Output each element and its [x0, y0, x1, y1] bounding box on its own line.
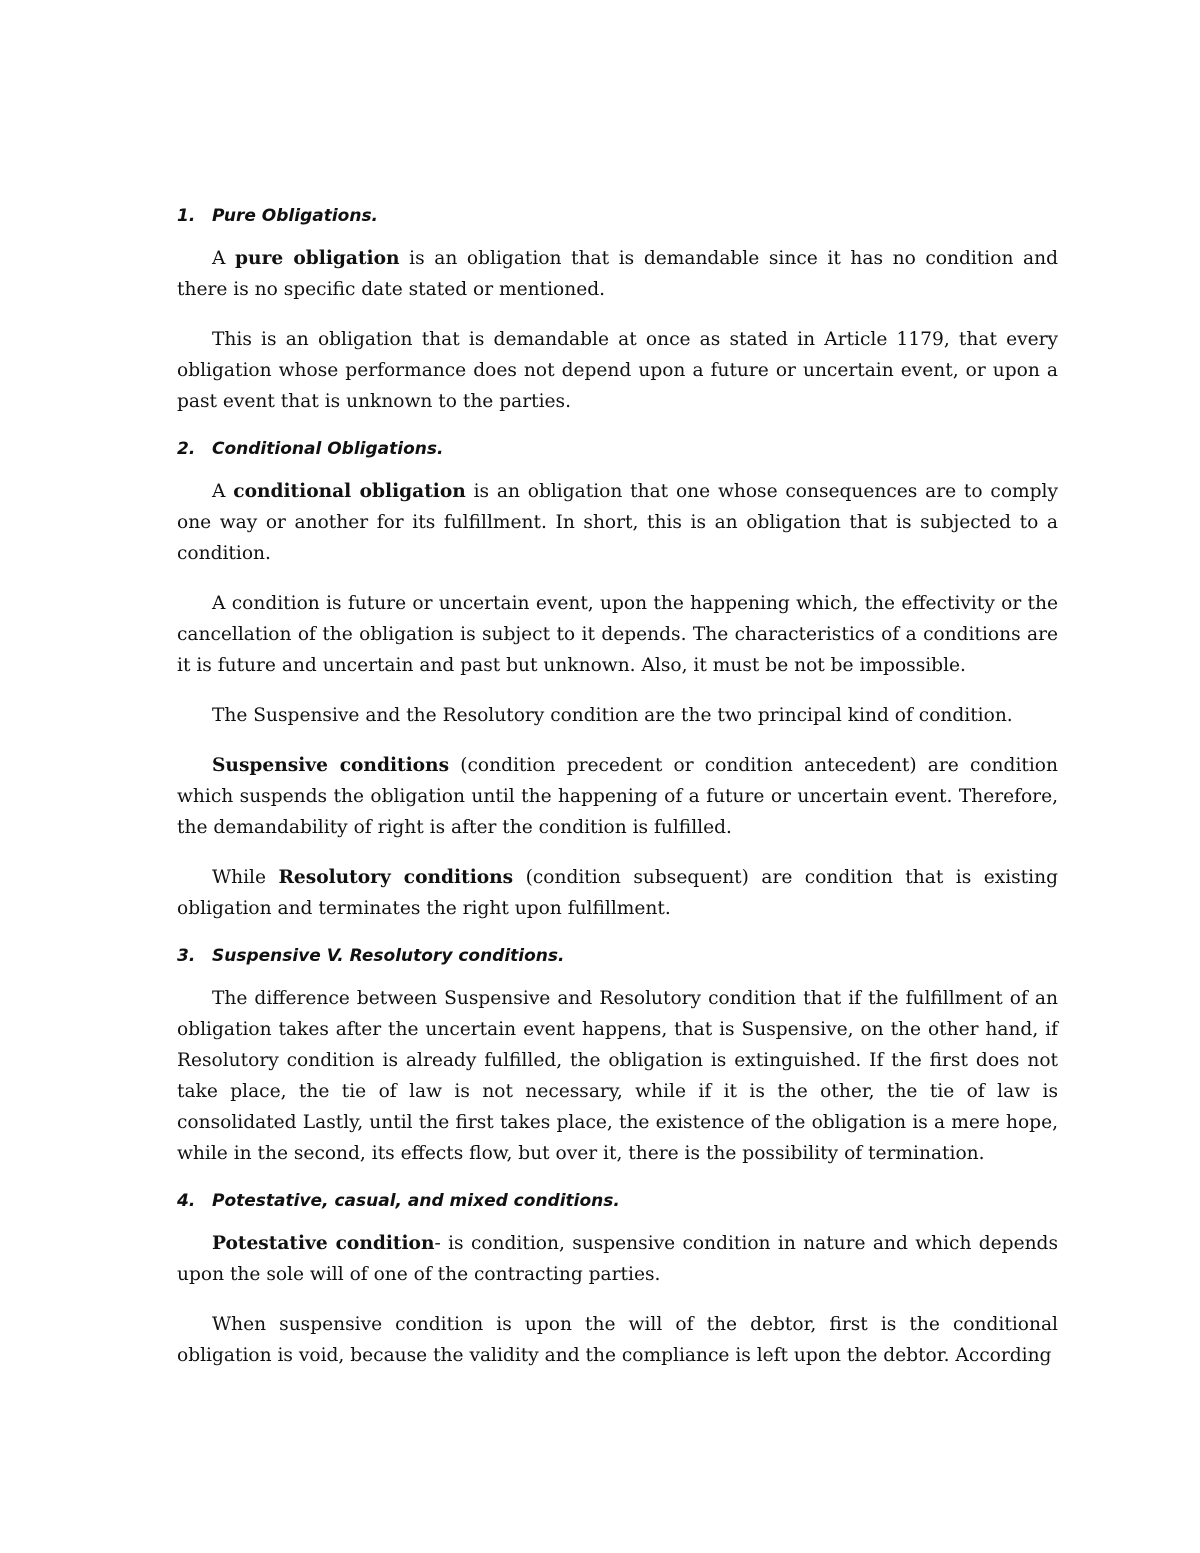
paragraph [177, 750, 1058, 843]
paragraph-text: A condition is future or uncertain event, upon the happening which, the effectivity or the cancellation of the obligation is subject to it depends. The characteristics of a conditions are it is future and uncertain and past but unknown. Also, it must be not be impossible. [177, 593, 1058, 676]
paragraph-bold-term: Suspensive conditions [212, 755, 450, 776]
section-number: 2. [177, 439, 196, 459]
paragraph-text: The difference between Suspensive and Resolutory condition that if the fulfillment of an obligation takes after the uncertain event happens, that is Suspensive, on the other hand, if Resolutory condition is already fulfilled, the obligation is extinguished. If the first does not take place, the tie of law is not necessary, while if it is the other, the tie of law is consolidated Lastly, until the first takes place, the existence of the obligation is a mere hope, while in the second, its effects flow, but over it, there is the possibility of termination. [177, 988, 1058, 1164]
paragraph-text: - is condition, suspensive condition in nature and which depends upon the sole will of one of the contracting parties. [177, 1233, 1058, 1285]
paragraph-lead: A [212, 481, 234, 502]
paragraph [177, 588, 1058, 681]
paragraph-text: This is an obligation that is demandable at once as stated in Article 1179, that every obligation whose performance does not depend upon a future or uncertain event, or upon a past event that is unknown to the parties. [177, 329, 1058, 412]
section-heading [177, 943, 1058, 969]
paragraph [177, 324, 1058, 417]
document-page [177, 203, 1058, 1371]
paragraph-text: is an obligation that one whose consequences are to comply one way or another for its fulfillment. In short, this is an obligation that is subjected to a condition. [177, 481, 1059, 564]
paragraph-lead: While [212, 867, 279, 888]
paragraph-bold-term: conditional obligation [233, 481, 466, 502]
section-potestative-casual-mixed [177, 1188, 1058, 1371]
paragraph-bold-term: pure obligation [235, 248, 400, 269]
section-heading [177, 436, 1058, 462]
paragraph [177, 243, 1058, 305]
paragraph [177, 1309, 1058, 1371]
paragraph-bold-term: Potestative condition [212, 1233, 435, 1254]
paragraph [177, 983, 1058, 1169]
paragraph-lead: A [212, 248, 236, 269]
section-number: 4. [177, 1191, 196, 1211]
paragraph-text: When suspensive condition is upon the will of the debtor, first is the conditional obligation is void, because the validity and the compliance is left upon the debtor. According [177, 1314, 1058, 1366]
paragraph [177, 700, 1058, 731]
paragraph [177, 476, 1058, 569]
section-title: Potestative, casual, and mixed conditions. [212, 1191, 620, 1211]
section-number: 3. [177, 946, 196, 966]
section-title: Conditional Obligations. [212, 439, 444, 459]
section-pure-obligations [177, 203, 1058, 436]
paragraph-text: The Suspensive and the Resolutory condition are the two principal kind of condition. [212, 705, 1013, 726]
section-heading [177, 1188, 1058, 1214]
paragraph-bold-term: Resolutory conditions [278, 867, 514, 888]
section-title: Suspensive V. Resolutory conditions. [212, 946, 565, 966]
section-title: Pure Obligations. [212, 206, 379, 226]
section-heading [177, 203, 1058, 229]
section-number: 1. [177, 206, 196, 226]
section-suspensive-v-resolutory [177, 943, 1058, 1188]
paragraph-text: (condition precedent or condition antecedent) are condition which suspends the obligation until the happening of a future or uncertain event. Therefore, the demandability of right is after the condition is fulfilled. [177, 755, 1058, 838]
section-conditional-obligations [177, 436, 1058, 943]
paragraph [177, 862, 1058, 924]
paragraph-text: (condition subsequent) are condition that is existing obligation and terminates the right upon fulfillment. [177, 867, 1058, 919]
paragraph [177, 1228, 1058, 1290]
paragraph-text: is an obligation that is demandable since it has no condition and there is no specific date stated or mentioned. [177, 248, 1058, 300]
